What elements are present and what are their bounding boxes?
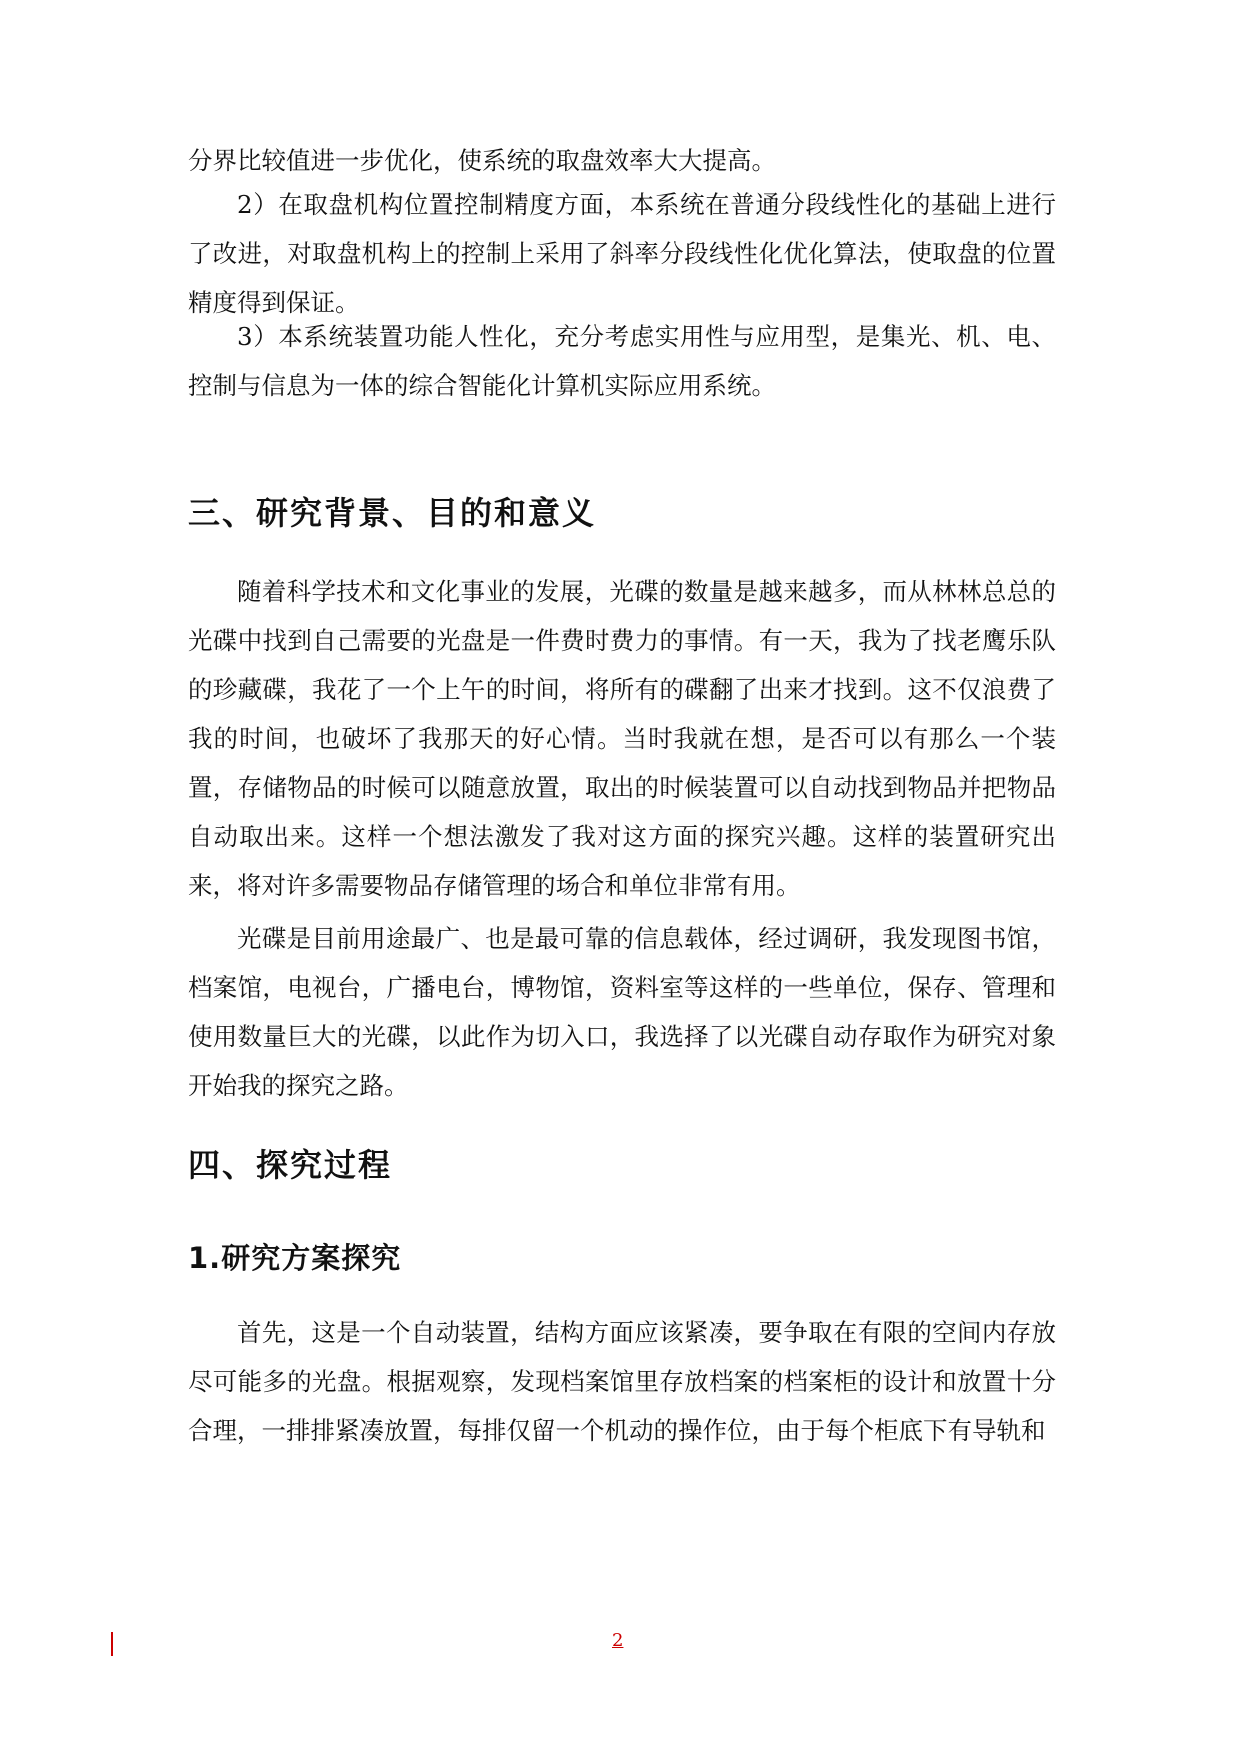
paragraph-point-2: 2）在取盘机构位置控制精度方面，本系统在普通分段线性化的基础上进行了改进，对取盘机构上的控制上采用了斜率分段线性化优化算法，使取盘的位置精度得到保证。 bbox=[188, 190, 1056, 317]
section-heading-4: 四、探究过程 bbox=[188, 1146, 393, 1184]
subsection-heading-1: 1.研究方案探究 bbox=[188, 1241, 402, 1275]
section-heading-3: 三、研究背景、目的和意义 bbox=[188, 494, 597, 532]
paragraph-purpose: 光碟是目前用途最广、也是最可靠的信息载体，经过调研，我发现图书馆，档案馆，电视台，广播电台，博物馆，资料室等这样的一些单位，保存、管理和使用数量巨大的光碟，以此作为切入口，我选择了以光碟自动存取作为研究对象开始我的探究之路。 bbox=[188, 924, 1056, 1100]
page-number: 2 bbox=[612, 1630, 624, 1651]
paragraph-continuation: 分界比较值进一步优化，使系统的取盘效率大大提高。 bbox=[188, 146, 776, 175]
paragraph-scheme: 首先，这是一个自动装置，结构方面应该紧凑，要争取在有限的空间内存放尽可能多的光盘。根据观察，发现档案馆里存放档案的档案柜的设计和放置十分合理，一排排紧凑放置，每排仅留一个机动的操作位，由于每个柜底下有导轨和 bbox=[188, 1318, 1056, 1445]
paragraph-point-3: 3）本系统装置功能人性化，充分考虑实用性与应用型，是集光、机、电、控制与信息为一体的综合智能化计算机实际应用系统。 bbox=[188, 322, 1056, 400]
paragraph-background: 随着科学技术和文化事业的发展，光碟的数量是越来越多，而从林林总总的光碟中找到自己需要的光盘是一件费时费力的事情。有一天，我为了找老鹰乐队的珍藏碟，我花了一个上午的时间，将所有的碟翻了出来才找到。这不仅浪费了我的时间，也破坏了我那天的好心情。当时我就在想，是否可以有那么一个装置，存储物品的时候可以随意放置，取出的时候装置可以自动找到物品并把物品自动取出来。这样一个想法激发了我对这方面的探究兴趣。这样的装置研究出来，将对许多需要物品存储管理的场合和单位非常有用。 bbox=[188, 577, 1056, 900]
footer-margin-mark bbox=[111, 1632, 113, 1656]
